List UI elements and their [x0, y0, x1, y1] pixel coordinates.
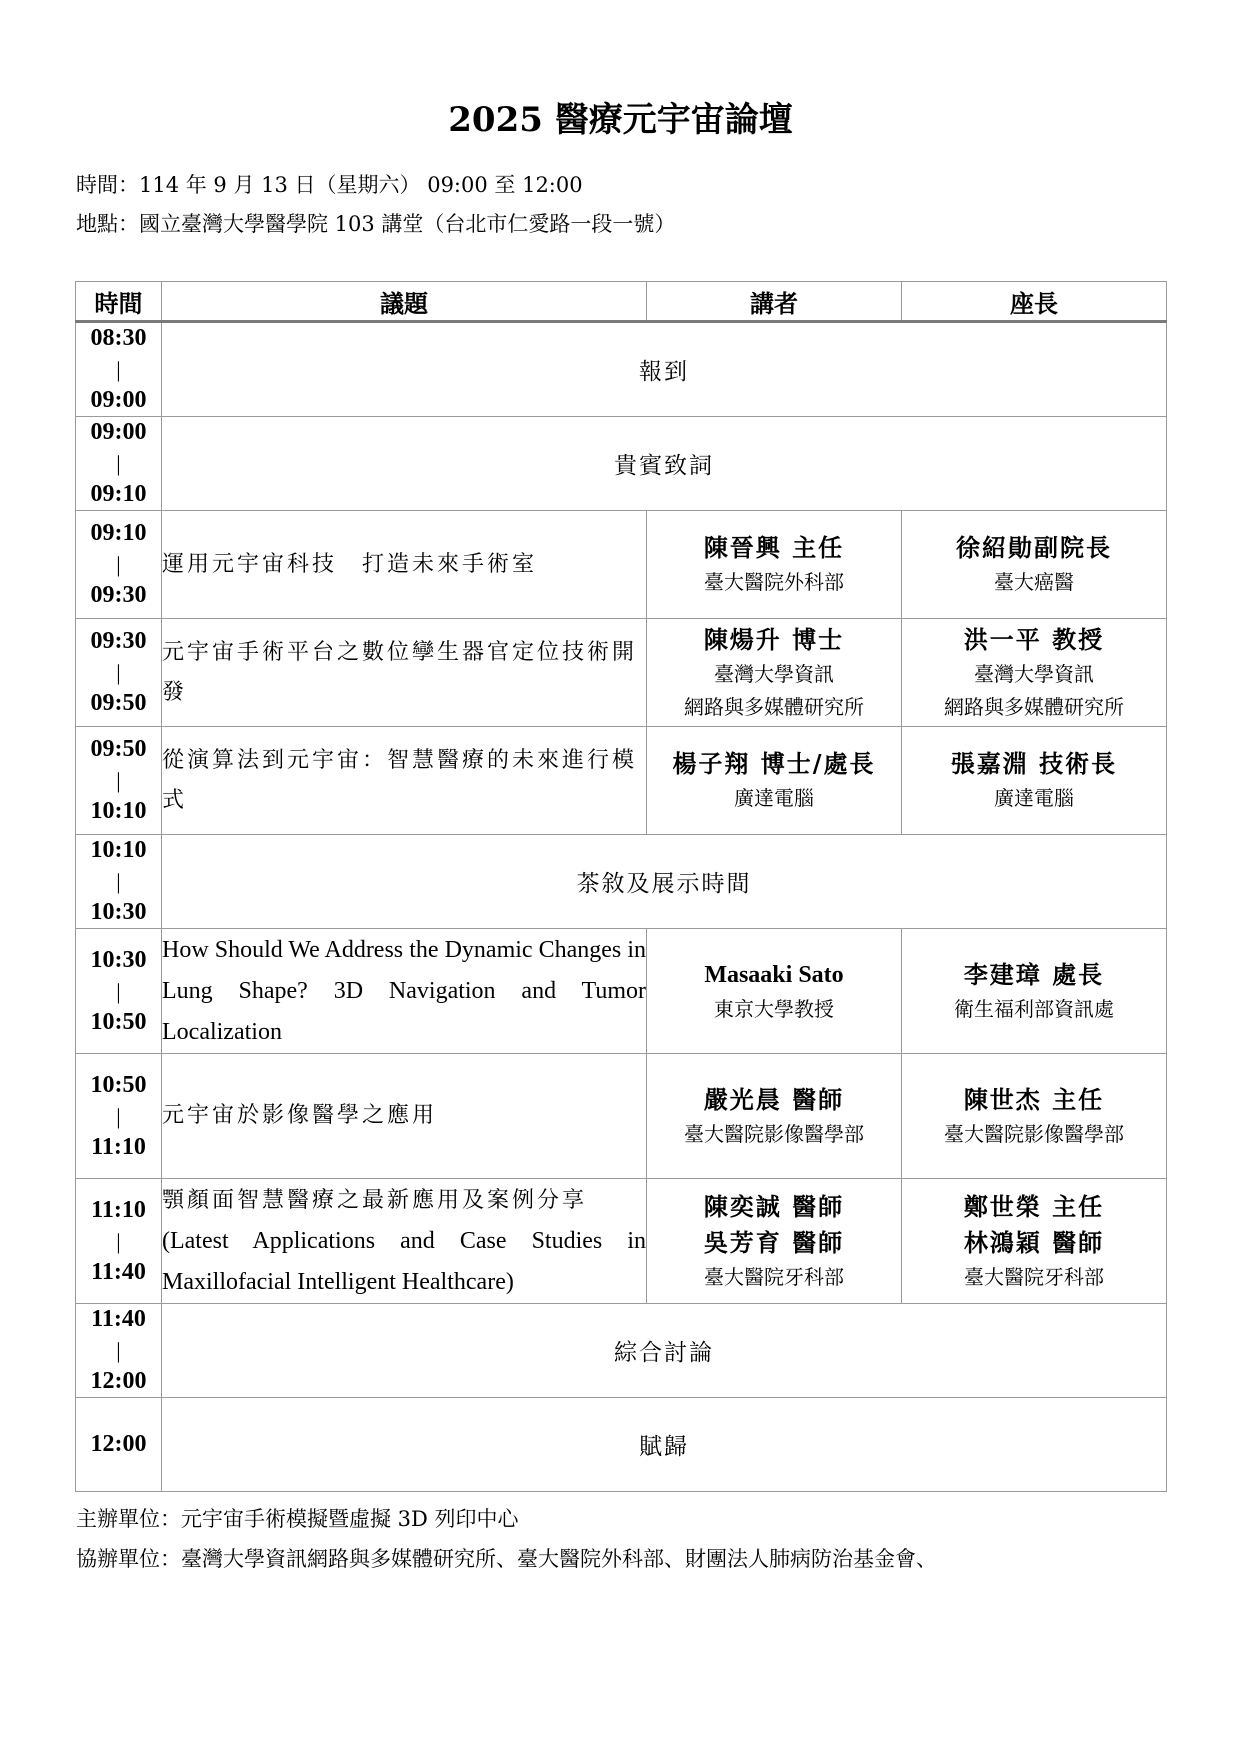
time-cell [76, 727, 162, 835]
table-row [76, 1054, 1167, 1179]
start-time: 11:10 [91, 1196, 146, 1223]
event-cell: 綜合討論 [162, 1304, 1167, 1398]
time-separator: | [116, 660, 121, 685]
start-time: 12:00 [90, 1431, 147, 1457]
chair-name: 李建璋 處長 [963, 959, 1105, 989]
table-row [76, 322, 1167, 417]
table-header-row [76, 282, 1167, 322]
topic-cell: 運用元宇宙科技 打造未來手術室 [162, 511, 647, 619]
table-row [76, 1179, 1167, 1304]
table-row [76, 1398, 1167, 1492]
chair-affiliation: 網路與多媒體研究所 [944, 694, 1124, 719]
speaker-cell [647, 727, 902, 835]
chair-name: 徐紹勛副院長 [956, 533, 1112, 562]
speaker-affiliation: 廣達電腦 [734, 786, 814, 810]
end-time: 09:10 [90, 481, 147, 507]
end-time: 12:00 [90, 1368, 147, 1394]
end-time: 09:00 [90, 387, 147, 413]
chair-cell [902, 511, 1167, 619]
header-speaker: 講者 [647, 282, 902, 322]
topic-zh: 顎顏面智慧醫療之最新應用及案例分享 [162, 1187, 588, 1213]
chair-affiliation: 廣達電腦 [994, 786, 1074, 810]
time-separator: | [116, 1103, 121, 1129]
start-time: 09:00 [90, 419, 147, 445]
topic-cell [162, 1179, 647, 1304]
start-time: 10:10 [90, 837, 147, 863]
chair-name: 洪一平 教授 [963, 624, 1105, 654]
speaker-affiliation: 臺大醫院影像醫學部 [684, 1121, 864, 1146]
start-time: 09:50 [90, 736, 147, 762]
speaker-name: 楊子翔 博士/處長 [672, 749, 876, 778]
time-cell [76, 322, 162, 417]
speaker-name: 陳晉興 主任 [703, 533, 845, 562]
page-title: 2025 醫療元宇宙論壇 [448, 100, 793, 140]
time-cell [76, 1054, 162, 1179]
speaker-affiliation: 臺大醫院牙科部 [704, 1264, 844, 1289]
chair-cell [902, 929, 1167, 1054]
topic-cell: 元宇宙於影像醫學之應用 [162, 1054, 647, 1179]
time-separator: | [116, 552, 121, 577]
speaker-affiliation: 臺大醫院外科部 [704, 570, 844, 594]
chair-name: 張嘉淵 技術長 [950, 749, 1118, 778]
topic-en: (Latest Applications and Case Studies in Maxillofacial Intelligent Healthcare) [162, 1227, 646, 1295]
time-cell [76, 835, 162, 929]
chair-affiliation: 臺灣大學資訊 [974, 661, 1094, 686]
chair-affiliation: 臺大醫院牙科部 [964, 1264, 1104, 1289]
time-cell [76, 511, 162, 619]
end-time: 11:40 [91, 1258, 146, 1285]
start-time: 10:50 [90, 1071, 147, 1098]
start-time: 10:30 [90, 946, 147, 973]
topic-cell: How Should We Address the Dynamic Changes in Lung Shape? 3D Navigation and Tumor Localization [162, 929, 647, 1054]
time-cell [76, 1179, 162, 1304]
event-time: 時間：114 年 9 月 13 日（星期六） 09:00 至 12:00 [76, 173, 583, 197]
event-cell: 賦歸 [162, 1398, 1167, 1492]
table-row [76, 835, 1167, 929]
chair-name: 鄭世榮 主任 [963, 1191, 1105, 1221]
table-row [76, 727, 1167, 835]
speaker-affiliation: 臺灣大學資訊 [714, 661, 834, 686]
time-cell [76, 417, 162, 511]
chair-cell [902, 1054, 1167, 1179]
chair-cell [902, 1179, 1167, 1304]
header-topic: 議題 [162, 282, 647, 322]
time-cell [76, 619, 162, 727]
speaker-cell [647, 1054, 902, 1179]
time-separator: | [116, 768, 121, 793]
speaker-cell [647, 929, 902, 1054]
speaker-name: 嚴光晨 醫師 [703, 1084, 845, 1114]
start-time: 11:40 [91, 1306, 146, 1332]
speaker-cell [647, 619, 902, 727]
chair-name: 林鴻穎 醫師 [963, 1227, 1105, 1257]
time-separator: | [116, 978, 121, 1004]
speaker-name: 陳煬升 博士 [703, 624, 845, 654]
end-time: 11:10 [91, 1133, 146, 1160]
table-row [76, 511, 1167, 619]
speaker-name: 陳奕誠 醫師 [703, 1191, 845, 1221]
topic-cell: 元宇宙手術平台之數位孿生器官定位技術開發 [162, 619, 647, 727]
start-time: 09:30 [90, 628, 147, 654]
start-time: 09:10 [90, 520, 147, 546]
table-row [76, 1304, 1167, 1398]
co-organizer: 協辦單位：臺灣大學資訊網路與多媒體研究所、臺大醫院外科部、財團法人肺病防治基金會、 [76, 1547, 937, 1571]
end-time: 10:30 [90, 899, 147, 925]
time-separator: | [116, 869, 121, 894]
end-time: 10:50 [90, 1008, 147, 1035]
agenda-table [75, 281, 1167, 1492]
organizer: 主辦單位：元宇宙手術模擬暨虛擬 3D 列印中心 [76, 1507, 519, 1531]
table-row [76, 619, 1167, 727]
event-cell: 報到 [162, 322, 1167, 417]
start-time: 08:30 [90, 325, 147, 351]
time-cell [76, 929, 162, 1054]
end-time: 09:30 [90, 582, 147, 608]
topic-cell: 從演算法到元宇宙：智慧醫療的未來進行模式 [162, 727, 647, 835]
chair-name: 陳世杰 主任 [963, 1084, 1105, 1114]
speaker-affiliation: 東京大學教授 [714, 996, 834, 1021]
end-time: 10:10 [90, 798, 147, 824]
time-separator: | [116, 1338, 121, 1363]
chair-affiliation: 衛生福利部資訊處 [954, 996, 1114, 1021]
event-cell: 茶敘及展示時間 [162, 835, 1167, 929]
speaker-cell [647, 1179, 902, 1304]
event-cell: 貴賓致詞 [162, 417, 1167, 511]
speaker-affiliation: 網路與多媒體研究所 [684, 694, 864, 719]
time-separator: | [116, 451, 121, 476]
time-cell [76, 1304, 162, 1398]
end-time: 09:50 [90, 690, 147, 716]
time-separator: | [116, 357, 121, 382]
table-row [76, 929, 1167, 1054]
chair-cell [902, 727, 1167, 835]
event-venue: 地點：國立臺灣大學醫學院 103 講堂（台北市仁愛路一段一號） [76, 212, 676, 236]
header-time: 時間 [76, 282, 162, 322]
time-separator: | [116, 1228, 121, 1254]
speaker-cell [647, 511, 902, 619]
time-cell [76, 1398, 162, 1492]
chair-cell [902, 619, 1167, 727]
chair-affiliation: 臺大醫院影像醫學部 [944, 1121, 1124, 1146]
header-chair: 座長 [902, 282, 1167, 322]
speaker-name: 吳芳育 醫師 [703, 1227, 845, 1257]
chair-affiliation: 臺大癌醫 [994, 570, 1074, 594]
speaker-name: Masaaki Sato [704, 961, 844, 988]
table-row [76, 417, 1167, 511]
